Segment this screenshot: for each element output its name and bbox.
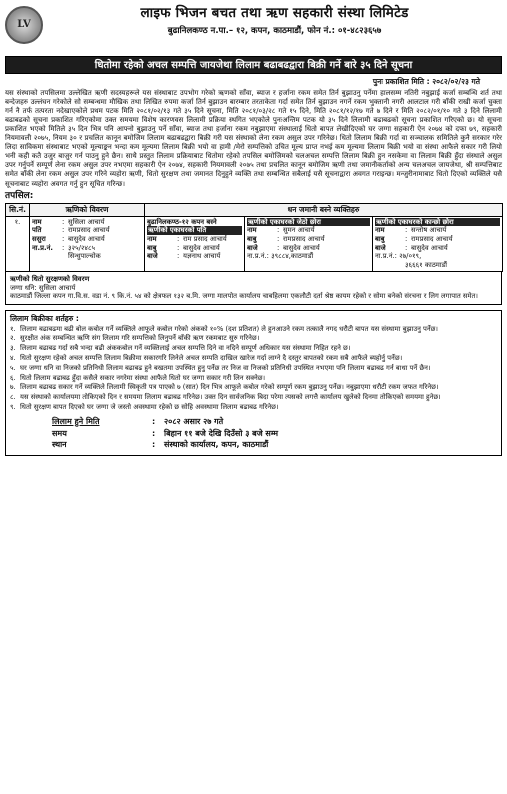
- auction-date-label: लिलाम हुने मिति: [52, 416, 100, 426]
- auction-place-label: स्थान: [52, 440, 67, 450]
- g2-relation: ऋणीको एकाघरको जेठो छोरा: [247, 218, 370, 227]
- list-item: ४. धितो सुरक्षण रहेको अचल सम्पत्ति लिलाम बिक्रीमा सकारगरि लिनेले अचल सम्पति दाखिल खारेज गर्दा लाग्ने दै दस्तुर बापतको रकम सबै आफैले ब्यहोर्नु पर्नेछ।: [10, 354, 403, 362]
- list-item: ६. धितो लिलाम बढाबढ हुँदा कसैले सकार नगरेमा संस्था आफैले धितो घर जग्गा सकार गरी लिन सक्नेछ।: [10, 373, 266, 382]
- g1-name: राम प्रसाद आचार्य: [183, 235, 227, 244]
- org-address: बुढानिलकण्ठ न.पा.– १२, कपन, काठमाडौं, फोन नं.: ०१-४८२३६५७: [167, 25, 382, 36]
- list-item: ७. लिलाम बढाबढ सकार गर्ने व्यक्तिले लिलामी स्विकृती पत्र पाएको ७ (सात) दिन भित्र आफूले कबोल गरेको सम्पूर्ण रकम बुझाउनु पर्नेछ। नबुझाएमा धरौटी रकम जफत गरिनेछ।: [10, 383, 439, 392]
- cell-borrower: नाम : सुसिला आचार्य पति : रामप्रसाद आचार्य ससुरा : बासुदेव आचार्य ना.प्र.नं. : ३२५/२४८५ सिन्धुपाल्चोक: [30, 216, 145, 271]
- g1-father: बासुदेव आचार्य: [183, 243, 220, 252]
- g3-father: रामप्रसाद आचार्य: [411, 235, 453, 244]
- table-header-row: [6, 204, 503, 217]
- borrower-name: सुसिला आचार्य: [68, 217, 105, 226]
- collateral-detail: काठमाडौं जिल्ला कपन गा.वि.स. वडा नं. ९ कि.नं. ५४ को क्षेत्रफल १३२ ब.मि. जग्गा मालपोत कार्यालय चाबहिलमा एकलौटी दर्ता श्रेष्ठ कायम रहेको र सोमा बनेको संरचना र लिग लगापात समेत।: [10, 292, 478, 301]
- auction-details: लिलाम हुने मिति : २०८२ असार २७ गते समय : बिहान ११ बजे देखि दिउँसो ३ बजे सम्म स्थान : संस्थाको कार्यालय, कपन, काठमाडौं: [52, 416, 279, 450]
- auction-date: २०८२ असार २७ गते: [164, 416, 224, 426]
- logo-text: LV: [17, 19, 31, 30]
- org-name: लाइफ भिजन बचत तथा ऋण सहकारी संस्था लिमिटेड: [140, 5, 409, 21]
- g3-grandfather: बासुदेव आचार्य: [411, 243, 448, 252]
- collateral-title: ऋणीको धितो सुरक्षणको विवरण: [10, 274, 90, 283]
- g1-grandfather: यज्ञनाथ आचार्य: [183, 252, 221, 261]
- th-sn: सि.नं.: [6, 204, 30, 217]
- borrower-district: सिन्धुपाल्चोक: [68, 252, 101, 261]
- g1-address: बुढानिलकण्ठ-१२ कपन बस्ने: [147, 217, 217, 226]
- g2-citizenship: ना.प्र.नं.: ३९८८४,काठमाडौं: [247, 252, 314, 261]
- cell-guarantor-3: ऋणीको एकाघरको कान्छो छोरा नाम : सन्तोष आचार्य बाबु : रामप्रसाद आचार्य बाजे : बासुदेव आचार्य ना.प्र.नं.: २७/०१९, ३६६६१ काठमाडौं: [373, 216, 503, 271]
- collateral-owner: जग्गा धनि: सुसिला आचार्य: [10, 283, 76, 292]
- g2-grandfather: बासुदेव आचार्य: [283, 243, 320, 252]
- borrower-citizenship: ३२५/२४८५: [68, 243, 96, 252]
- auction-time-label: समय: [52, 428, 67, 438]
- list-item: ३. लिलाम बढाबढ गर्दा सबै भन्दा बढी अंककबोल गर्ने व्यक्तिलाई अचल सम्पत्ति दिने वा नदिने सम्पूर्ण अधिकार यस संस्थामा निहित रहने छ।: [10, 344, 351, 353]
- published-date: पुनः प्रकाशित मिति : २०८२/०२/२३ गते: [372, 77, 480, 86]
- g2-father: रामप्रसाद आचार्य: [283, 235, 325, 244]
- cell-sn: १.: [6, 216, 30, 271]
- th-borrower: ऋणिको विवरण: [30, 204, 145, 217]
- borrower-husband: रामप्रसाद आचार्य: [68, 226, 110, 235]
- conditions-box: [5, 310, 502, 456]
- borrower-father-in-law: बासुदेव आचार्य: [68, 235, 105, 244]
- g1-relation: ऋणीको एकाघरको पति: [147, 226, 242, 235]
- details-table: [5, 203, 503, 272]
- table-row: [6, 216, 503, 271]
- g2-name: सुमन आचार्य: [283, 226, 315, 235]
- cell-guarantor-2: ऋणीको एकाघरको जेठो छोरा नाम : सुमन आचार्य बाबु : रामप्रसाद आचार्य बाजे : बासुदेव आचार्य ना.प्र.नं.: ३९८८४,काठमाडौं: [245, 216, 373, 271]
- list-item: ५. घर जग्गा धनि वा निजको प्रतिनिधी लिलाम बढाबढ हुने बखतमा उपस्थित हुनु पर्नेछ तर निज वा निजको प्रतिनिधी उपस्थित नभएमा पनि लिलाम बढाबढ गर्न बाधा पर्ने छैन।: [10, 363, 431, 372]
- conditions-list: [10, 325, 497, 412]
- header-text: [43, 4, 502, 37]
- g3-citizenship: ना.प्र.नं.: २७/०१९,: [375, 252, 422, 261]
- g3-citizenship-district: ३६६६१ काठमाडौं: [405, 261, 447, 270]
- g3-name: सन्तोष आचार्य: [411, 226, 447, 235]
- tapsil-heading: तपसिल:: [5, 190, 34, 201]
- notice-banner: धितोमा रहेको अचल सम्पत्ति जायजेथा लिलाम बढाबढद्वारा बिक्री गर्ने बारे ३५ दिने सूचना: [5, 56, 502, 74]
- auction-time: बिहान ११ बजे देखि दिउँसो ३ बजे सम्म: [164, 428, 279, 438]
- list-item: ९. धितो सुरक्षण बापत दिएको घर जग्गा जे जस्तो अवस्थामा रहेको छ सोहि अवस्थामा लिलाम बढाबढ गरिनेछ।: [10, 403, 279, 412]
- th-guarantors: धन जमानी बस्ने व्यक्तिहरु: [145, 204, 503, 217]
- header: [5, 4, 502, 54]
- conditions-title: लिलाम बिक्रीका शर्तहरु :: [10, 313, 79, 323]
- cell-guarantor-1: बुढानिलकण्ठ-१२ कपन बस्ने ऋणीको एकाघरको पति नाम : राम प्रसाद आचार्य बाबु : बासुदेव आचार्य बाजे : यज्ञनाथ आचार्य: [145, 216, 245, 271]
- list-item: २. सुरक्षीत अंक सम्बन्धित ऋणि संग लिलाम गरि सम्पत्तिको लिनुपर्ने बाँकी ऋण रकमबाट सुरु गरिनेछ।: [10, 334, 260, 343]
- auction-place: संस्थाको कार्यालय, कपन, काठमाडौं: [164, 440, 269, 450]
- collateral-box: [5, 272, 502, 305]
- intro-paragraph: यस संस्थाको तपसिलमा उल्लेखित ऋणी सदस्यहरूले यस संस्थाबाट उपभोग गरेको ऋणको साँवा, ब्याज र हर्जाना रकम समेत तिर्न बुझाउनु पर्नेमा हालसम्म नतिरी नबुझाई कर्जा सम्बन्धि शर्त तथा बन्देजहरु उल्लंघन गरेकोले सो सम्बन्धमा मौखिक तथा लिखित रुपमा कर्जा तिर्न बुझाउन बारम्बार तरताकेता गर्दा समेत तिर्न बुझाउन नगर्ने रकम भुक्तानी नगरी आलटाल गरी बाँकी राखी कर्जा चुक्ता गर्न नै तर्फ तत्परता नदेखाएकोले प्रथम पटक मिति २०८१/०२/१३ गते ३५ दिने सूचना, मिति २०८१/०३/२८ गते १५ दिने, मिति २०८१/१२/१७ गते ७ दिने र मिति २०८२/०१/१० गते ३ दिने लिलामी बढाबढको सूचना प्रकाशित गरिएकोमा उक्त समयमा विशेष कारणवस लिलामी प्रक्रिया स्थगित भएकोले पुनःअन्तिम पटक यो ३५ दिने लिलामी बढाबढको सूचना प्रकाशित गरिएको छ। यो सूचना प्रकाशित भएको मितिले ३५ दिन भित्र पनि आफ्नो बुझाउनु पर्ने साँवा, ब्याज तथा हर्जाना रकम नबुझाएमा संस्थालाई धितो बापत लेखीदिएको घर जग्गा सहकारी ऐन २०७४ को दफा ७९, सहकारी नियमावली २०७५, नियम ३० र प्रचलित कानून बमोजिम लिलाम बढाबढद्वारा बिक्री गरी यस संस्थाको लेना रकम असुल उपर गरिनेछ। धितो लिलाम बिक्री गर्दा वा सञ्चालक समितिले कुनै सरकार गरेर लिदा साविकमा संस्थाबाट भएको मूल्याङ्कन भन्दा कम मूल्यमा लिलाम बिक्री भयो वा हामी /मेरो सम्पत्तिको उचित मूल्य प्राप्त नभई कम मूल्यमा लिलाम बिक्री भयो वा संस्था आफैले सकार गरी लियो भनी कही कतै उजुर बाजुर गर्न पाउनु हुने छैन। साथै प्रस्तुत लिलाम प्रक्रियाबाट धितोमा रहेको तपसिल बमोजिमको चलअचल सम्पत्ति लिलाम बिक्री हुन नसकेमा वा लिलाम बिक्री हुँदा संस्थाले असुल उपर गर्नुपर्ने सम्पूर्ण लेना रकम असुल उपर नभएमा सहकारी ऐन २०७४, सहकारी नियमावली २०७५ तथा प्रचलित कानून बमोजिम ऋणी तथा जमानीकर्ताको अन्य चलअचल जायजेथा, श्री सम्पत्तिबाट समेत बाँकी लेना रकम असुल उपर गरिने व्यहोरा ऋणी, धितो सुरक्षण तथा जमानत दिनुहुने व्यक्ति तथा सम्बन्धित सबैलाई यसै सूचनाद्वारा अवगत गराइन्छ। मन्जुरीनामाबाट धितो दिएको व्यक्तिले यसै सूचनाबाट व्यहोरा अवगत गर्नु हुन सूचित गरिन्छ।: [5, 88, 502, 188]
- g3-relation: ऋणीको एकाघरको कान्छो छोरा: [375, 218, 500, 227]
- list-item: ८. यस संस्थाको कार्यालयमा तोकिएको दिन र समयमा लिलाम बढाबढ गरिनेछ। उक्त दिन सार्वजनिक बिदा परेमा त्यसको लगत्तै कार्यालय खुलेको दिनमा तोकिएको समयमा हुनेछ।: [10, 393, 441, 402]
- org-logo: [5, 6, 43, 44]
- list-item: १. लिलाम बढाबढमा बढी बोल कबोल गर्ने व्यक्तिले आफूले कबोल गरेको अंकको १०% (दश प्रतिशत) ले हुनआउने रकम तत्कालै नगद धरौटी बापत यस संस्थामा बुझाउनु पर्नेछ।: [10, 324, 439, 333]
